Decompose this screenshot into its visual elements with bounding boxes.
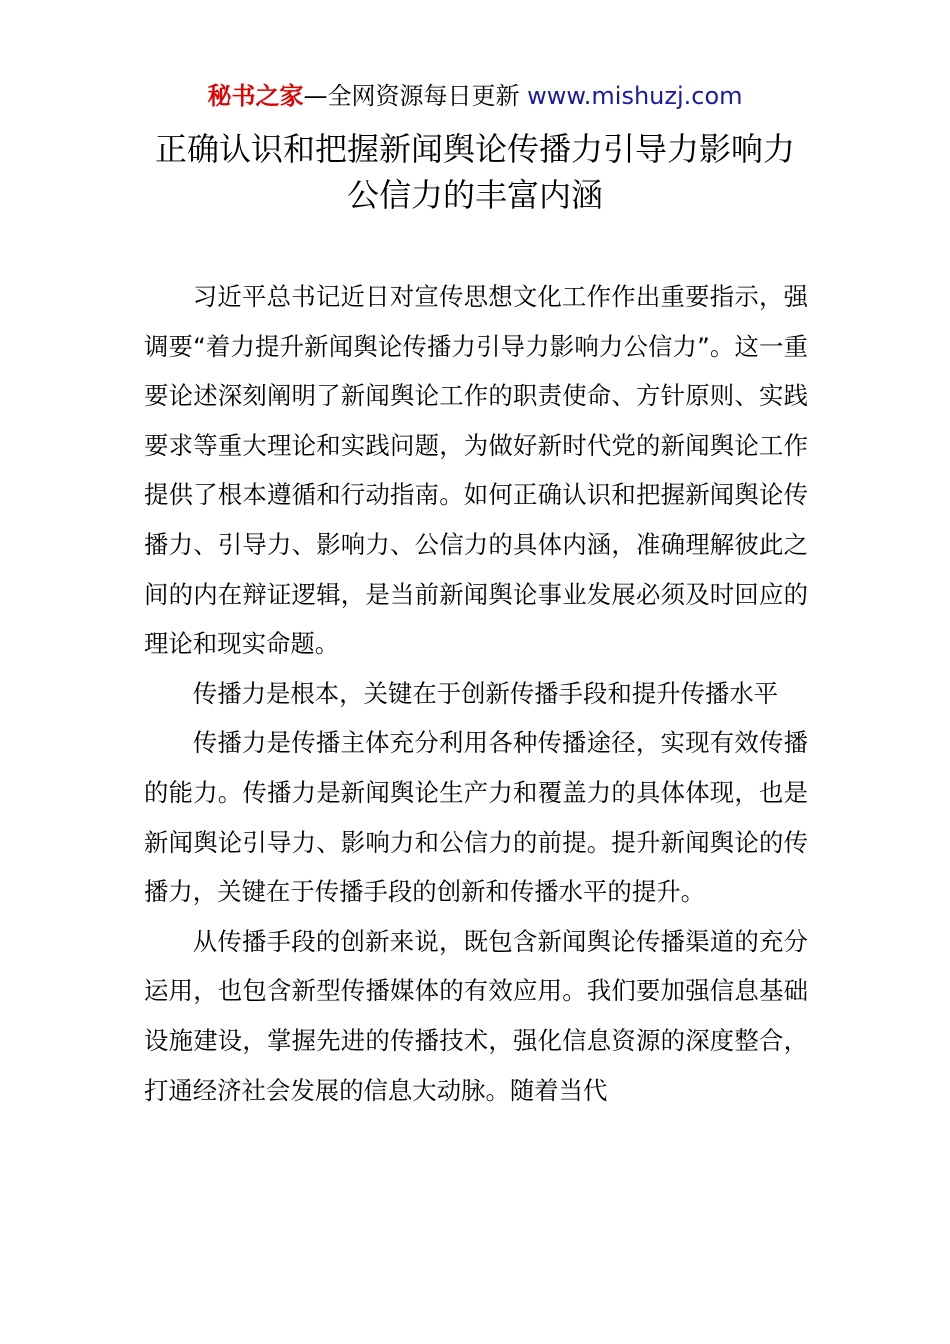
- title-line-1: 正确认识和把握新闻舆论传播力引导力影响力: [154, 130, 795, 168]
- paragraph-intro: 习近平总书记近日对宣传思想文化工作作出重要指示，强调要“着力提升新闻舆论传播力引导力影响力公信力”。这一重要论述深刻阐明了新闻舆论工作的职责使命、方针原则、实践要求等重大理论和实践问题，为做好新时代党的新闻舆论工作提供了根本遵循和行动指南。如何正确认识和把握新闻舆论传播力、引导力、影响力、公信力的具体内涵，准确理解彼此之间的内在辩证逻辑，是当前新闻舆论事业发展必须及时回应的理论和现实命题。: [144, 282, 808, 659]
- document-title: [0, 126, 950, 218]
- section-heading: 传播力是根本，关键在于创新传播手段和提升传播水平: [192, 678, 779, 708]
- paragraph: 传播力是传播主体充分利用各种传播途径，实现有效传播的能力。传播力是新闻舆论生产力和覆盖力的具体体现，也是新闻舆论引导力、影响力和公信力的前提。提升新闻舆论的传播力，关键在于传播手段的创新和传播水平的提升。: [144, 728, 808, 907]
- header-tagline: —全网资源每日更新: [303, 82, 520, 110]
- title-line-2: 公信力的丰富内涵: [346, 176, 603, 214]
- brand-name: 秘书之家: [207, 82, 304, 110]
- site-url[interactable]: www.mishuzj.com: [527, 82, 743, 110]
- document-body: [144, 272, 808, 1115]
- site-header: [0, 80, 950, 112]
- paragraph: 从传播手段的创新来说，既包含新闻舆论传播渠道的充分运用，也包含新型传播媒体的有效应用。我们要加强信息基础设施建设，掌握先进的传播技术，强化信息资源的深度整合，打通经济社会发展的信息大动脉。随着当代: [144, 926, 808, 1105]
